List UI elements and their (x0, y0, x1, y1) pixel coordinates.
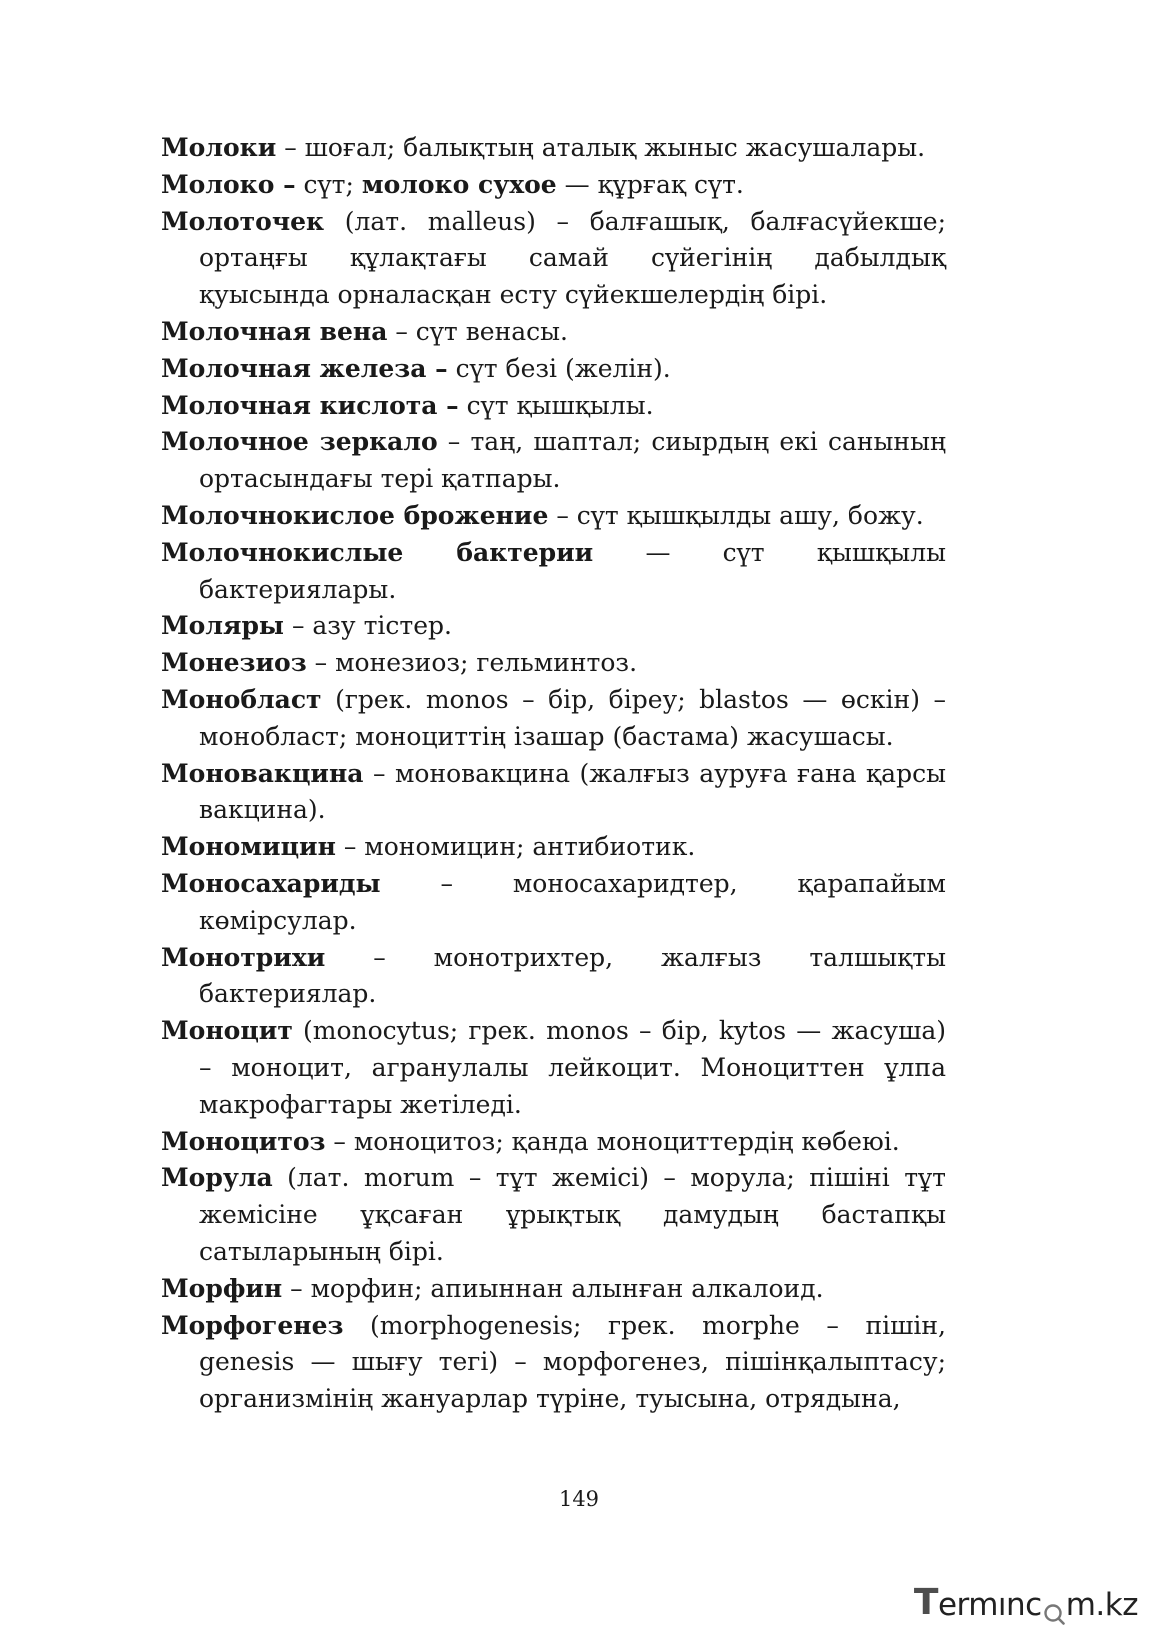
entry-definition: – сүт қышқылды ашу, божу. (548, 500, 924, 530)
entry-term: Моноцитоз (161, 1126, 326, 1156)
entry-definition: сүт; (295, 169, 362, 199)
dictionary-entry (161, 535, 946, 609)
entry-subterm: молоко сухое (361, 169, 557, 199)
entry-definition: – мономицин; антибиотик. (335, 832, 696, 862)
entry-term: Моносахариды (161, 868, 381, 898)
entry-term: Моляры (161, 611, 284, 641)
dictionary-entry (161, 866, 946, 940)
dictionary-entry (161, 204, 946, 314)
entry-definition: (morphogenesis; грек. morphe – пішін, genesis — шығу тегі) – морфогенез, пішінқалыптасу; организмінің жануарлар түріне, туысына, отрядына, (199, 1310, 946, 1414)
entry-term: Молоки (161, 133, 277, 162)
entry-definition: (грек. monos – бір, біреу; blastos — өскін) – монобласт; моноциттің ізашар (бастама) жасушасы. (199, 684, 946, 751)
dictionary-entry (161, 645, 946, 682)
dictionary-entry (161, 498, 946, 535)
entry-term: Монобласт (161, 684, 322, 714)
dictionary-entry (161, 167, 946, 204)
entry-definition: (monocytus; грек. monos – бір, kytos — жасуша) – моноцит, агранулалы лейкоцит. Моноциттен ұлпа макрофагтары жетіледі. (199, 1016, 946, 1119)
dictionary-entry (161, 314, 946, 351)
entry-term: Морула (161, 1163, 273, 1193)
watermark-text-part1: ermınc (937, 1587, 1042, 1623)
watermark-text-part2: m.kz (1065, 1587, 1138, 1623)
entry-term: Монотрихи (161, 942, 326, 972)
page-number: 149 (558, 1487, 600, 1511)
dictionary-entry (161, 130, 946, 167)
entry-definition: (лат. malleus) – балғашық, балғасүйекше; ортаңғы құлақтағы самай сүйегінің дабылдық қуысында орналасқан есту сүйекшелердің бірі. (199, 206, 946, 310)
entry-term: Моновакцина (161, 758, 364, 788)
dictionary-entry (161, 1160, 946, 1270)
dictionary-entry (161, 1308, 946, 1418)
dictionary-entry (161, 1271, 946, 1308)
entry-term: Моноцит (161, 1016, 293, 1046)
dictionary-entry (161, 829, 946, 866)
entry-definition: – таң, шаптал; сиырдың екі санының ортасындағы тері қатпары. (199, 427, 946, 494)
dictionary-entry (161, 424, 946, 498)
dictionary-entry (161, 351, 946, 388)
watermark-letter-t: T (913, 1582, 938, 1623)
entry-term: Монезиоз (161, 648, 307, 678)
entry-definition: – монотрихтер, жалғыз талшықты бактериялар. (199, 942, 946, 1009)
dictionary-entry (161, 940, 946, 1014)
magnifier-icon (1043, 1597, 1065, 1619)
entry-definition: сүт безі (желін). (447, 353, 671, 383)
dictionary-entry (161, 608, 946, 645)
entry-definition: сүт қышқылы. (458, 390, 654, 420)
entry-definition: (лат. morum – тұт жемісі) – морула; пішіні тұт жемісіне ұқсаған ұрықтық дамудың бастапқы сатыларының бірі. (199, 1163, 946, 1266)
termincom-watermark-logo (914, 1583, 1138, 1623)
entry-definition: – шоғал; балықтың аталық жыныс жасушалары. (276, 133, 926, 162)
entry-term: Молоточек (161, 206, 325, 236)
entry-definition: – моносахаридтер, қарапайым көмірсулар. (199, 868, 946, 935)
entry-subdefinition: — құрғақ сүт. (556, 169, 744, 199)
dictionary-page (161, 130, 946, 1418)
entry-term: Морфогенез (161, 1310, 344, 1340)
entry-definition: – моноцитоз; қанда моноциттердің көбеюі. (325, 1126, 900, 1156)
entry-term: Молочное зеркало (161, 427, 438, 457)
entry-definition: – моновакцина (жалғыз ауруға ғана қарсы вакцина). (199, 758, 946, 825)
dictionary-entry (161, 682, 946, 756)
entry-term: Молоко – (161, 169, 296, 199)
entry-definition: – морфин; апиыннан алынған алкалоид. (282, 1273, 824, 1303)
entry-term: Молочнокислое брожение (161, 500, 549, 530)
dictionary-entry (161, 1013, 946, 1123)
entry-term: Молочная кислота – (161, 390, 459, 420)
entry-term: Молочнокислые бактерии (161, 537, 594, 567)
dictionary-entry (161, 1124, 946, 1161)
entry-term: Молочная вена (161, 316, 388, 346)
entry-definition: – сүт венасы. (387, 316, 568, 346)
entry-definition: – азу тістер. (284, 611, 452, 641)
entry-term: Морфин (161, 1273, 283, 1303)
dictionary-entry (161, 756, 946, 830)
dictionary-entry (161, 388, 946, 425)
entry-term: Мономицин (161, 832, 336, 862)
entry-definition: – монезиоз; гельминтоз. (306, 648, 638, 678)
entry-definition: — сүт қышқылы бактериялары. (199, 537, 946, 604)
entry-term: Молочная железа – (161, 353, 448, 383)
